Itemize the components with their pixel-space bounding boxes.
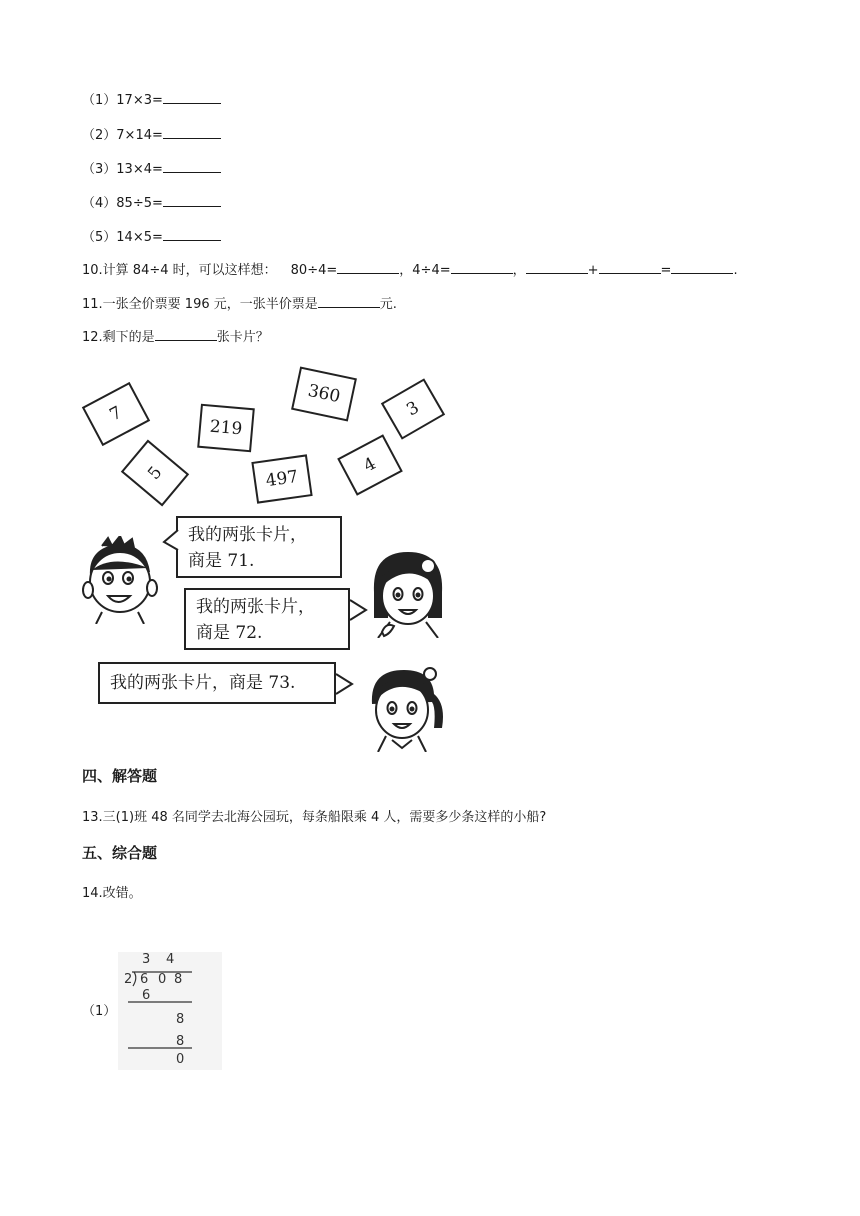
answer-blank[interactable] xyxy=(451,261,513,274)
question-11: 11.一张全价票要 196 元，一张半价票是 元. xyxy=(82,297,397,312)
number-card: 5 xyxy=(121,440,189,507)
answer-blank[interactable] xyxy=(163,126,221,139)
quotient-digit: 4 xyxy=(166,952,175,967)
speech-bubble-girl-1: 我的两张卡片， 商是 72. xyxy=(184,588,350,650)
section-heading-4: 四、解答题 xyxy=(82,767,158,785)
dividend-digit: 8 xyxy=(174,972,183,987)
answer-blank[interactable] xyxy=(337,261,399,274)
subtract-step: 8 xyxy=(176,1034,185,1049)
number-card: 497 xyxy=(251,454,312,503)
answer-blank[interactable] xyxy=(318,295,380,308)
number-card: 3 xyxy=(381,378,445,439)
boy-illustration xyxy=(82,536,162,624)
number-card: 360 xyxy=(291,366,357,421)
q9-item-2: （2）7×14= xyxy=(82,126,221,145)
answer-blank[interactable] xyxy=(671,261,733,274)
speech-bubble-boy: 我的两张卡片， 商是 71. xyxy=(176,516,342,578)
subtract-step: 6 xyxy=(142,988,151,1003)
question-13: 13.三(1)班 48 名同学去北海公园玩，每条船限乘 4 人，需要多少条这样的小船? xyxy=(82,810,547,825)
bubble-tail xyxy=(162,528,180,554)
answer-blank[interactable] xyxy=(155,328,217,341)
q9-item-3: （3）13×4= xyxy=(82,160,221,179)
dividend-digit: 0 xyxy=(158,972,167,987)
number-card: 219 xyxy=(197,404,255,453)
q14-item-label: （1） xyxy=(82,1004,117,1019)
remainder: 0 xyxy=(176,1052,185,1067)
bubble-tail xyxy=(348,598,368,624)
dividend-digit: 6 xyxy=(140,972,149,987)
number-card: 4 xyxy=(337,434,403,495)
question-12: 12.剩下的是 张卡片？ xyxy=(82,330,269,345)
answer-blank[interactable] xyxy=(599,261,661,274)
answer-blank[interactable] xyxy=(163,91,221,104)
q9-item-4: （4）85÷5= xyxy=(82,194,221,213)
answer-blank[interactable] xyxy=(163,194,221,207)
section-heading-5: 五、综合题 xyxy=(82,844,158,862)
bubble-tail xyxy=(334,672,354,698)
division-lines xyxy=(118,952,222,1070)
divisor: 2 xyxy=(124,972,133,987)
subtract-step: 8 xyxy=(176,1012,185,1027)
long-division-figure xyxy=(118,952,222,1070)
speech-bubble-girl-2: 我的两张卡片，商是 73. xyxy=(98,662,336,704)
q9-item-1: （1）17×3= xyxy=(82,91,221,110)
question-14: 14.改错。 xyxy=(82,886,142,901)
answer-blank[interactable] xyxy=(526,261,588,274)
girl-illustration xyxy=(368,548,450,638)
q9-item-5: （5）14×5= xyxy=(82,228,221,247)
girl-ponytail-illustration xyxy=(362,664,448,752)
answer-blank[interactable] xyxy=(163,160,221,173)
quotient-digit: 3 xyxy=(142,952,151,967)
number-card: 7 xyxy=(82,382,150,446)
answer-blank[interactable] xyxy=(163,228,221,241)
question-10: 10.计算 84÷4 时，可以这样想： 80÷4= ，4÷4= ， + = . xyxy=(82,263,738,278)
